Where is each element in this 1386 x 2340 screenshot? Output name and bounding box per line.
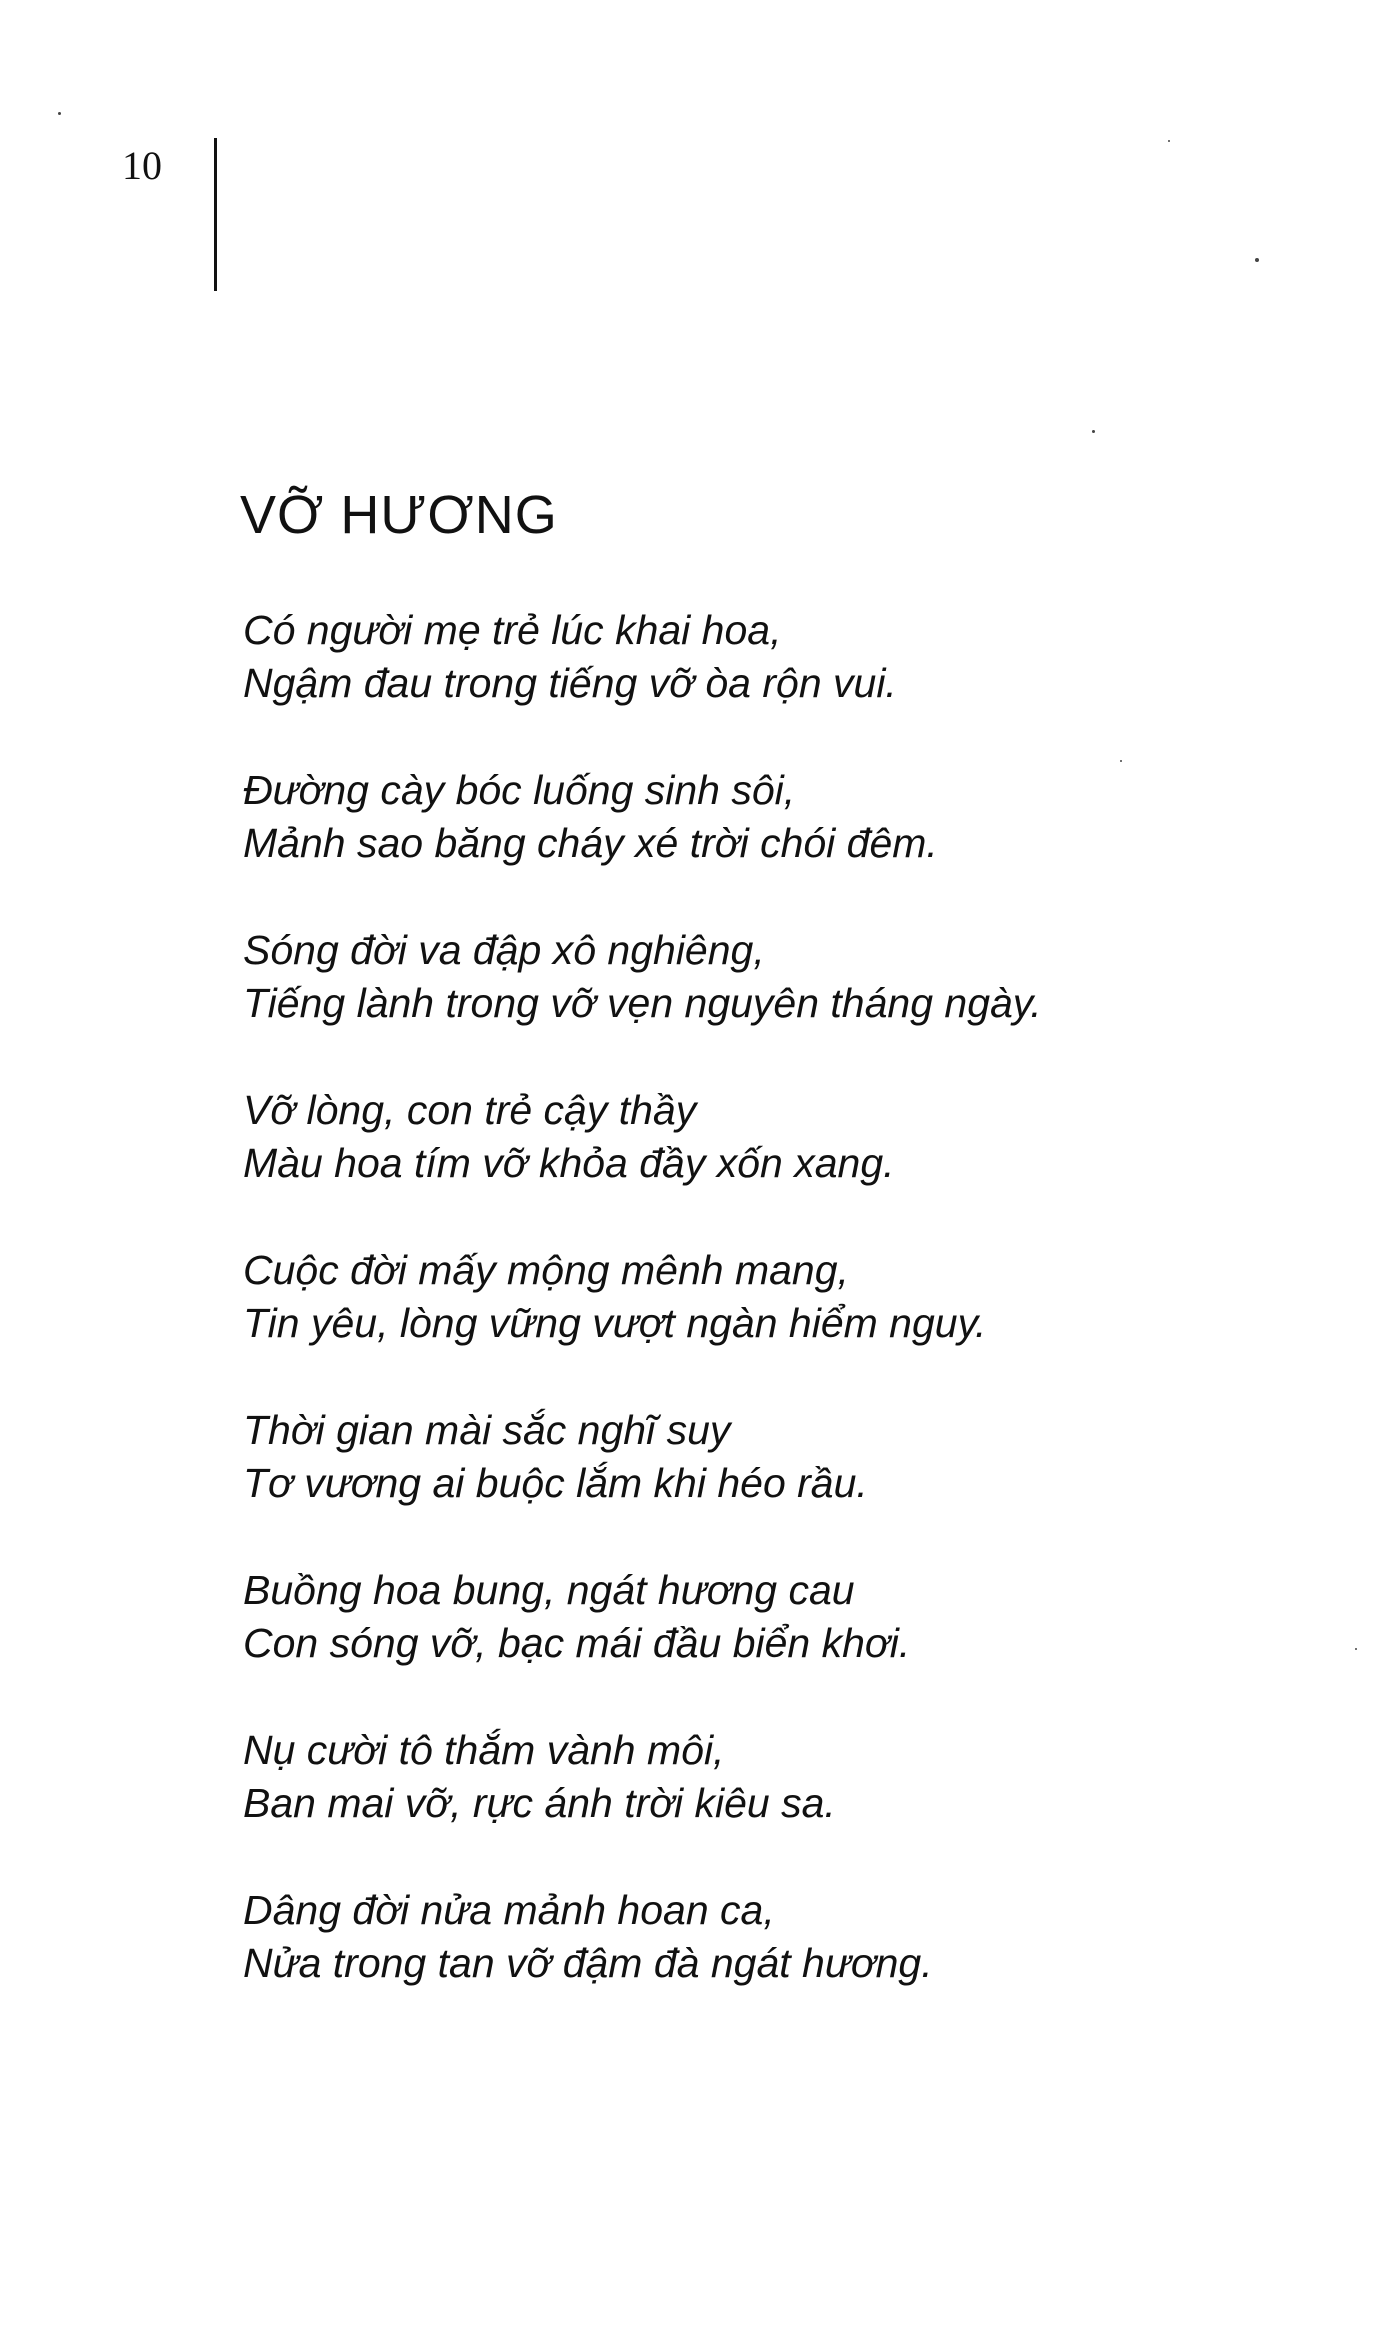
scan-speck bbox=[1092, 430, 1095, 433]
stanza bbox=[243, 1884, 1293, 2044]
poem-line: Dâng đời nửa mảnh hoan ca, bbox=[243, 1887, 775, 1933]
scan-speck bbox=[1168, 140, 1170, 142]
poem-title: VỠ HƯƠNG bbox=[240, 485, 558, 545]
poem-line: Mảnh sao băng cháy xé trời chói đêm. bbox=[243, 820, 938, 866]
poem-line: Tơ vương ai buộc lắm khi héo rầu. bbox=[243, 1460, 868, 1506]
stanza bbox=[243, 1724, 1293, 1884]
poem-line: Thời gian mài sắc nghĩ suy bbox=[243, 1407, 731, 1453]
poem-line: Có người mẹ trẻ lúc khai hoa, bbox=[243, 607, 782, 653]
poem-line: Tiếng lành trong vỡ vẹn nguyên tháng ngày. bbox=[243, 980, 1042, 1026]
poem-line: Nụ cười tô thắm vành môi, bbox=[243, 1727, 725, 1773]
stanza bbox=[243, 924, 1293, 1084]
scan-speck bbox=[58, 112, 61, 115]
margin-rule bbox=[214, 138, 217, 291]
scan-speck bbox=[1355, 1648, 1357, 1650]
poem-body bbox=[243, 604, 1293, 2044]
poem-line: Cuộc đời mấy mộng mênh mang, bbox=[243, 1247, 849, 1293]
poem-line: Vỡ lòng, con trẻ cậy thầy bbox=[243, 1087, 697, 1133]
stanza bbox=[243, 1244, 1293, 1404]
stanza bbox=[243, 1084, 1293, 1244]
stanza bbox=[243, 1404, 1293, 1564]
poem-line: Con sóng vỡ, bạc mái đầu biển khơi. bbox=[243, 1620, 911, 1666]
stanza bbox=[243, 764, 1293, 924]
poem-line: Màu hoa tím vỡ khỏa đầy xốn xang. bbox=[243, 1140, 895, 1186]
page-number: 10 bbox=[122, 143, 162, 188]
poem-line: Ngậm đau trong tiếng vỡ òa rộn vui. bbox=[243, 660, 897, 706]
poem-line: Nửa trong tan vỡ đậm đà ngát hương. bbox=[243, 1940, 933, 1986]
stanza bbox=[243, 1564, 1293, 1724]
poem-line: Sóng đời va đập xô nghiêng, bbox=[243, 927, 765, 973]
poem-line: Buồng hoa bung, ngát hương cau bbox=[243, 1567, 855, 1613]
stanza bbox=[243, 604, 1293, 764]
poem-line: Đường cày bóc luống sinh sôi, bbox=[243, 767, 796, 813]
poem-line: Tin yêu, lòng vững vượt ngàn hiểm nguy. bbox=[243, 1300, 987, 1346]
scan-speck bbox=[1255, 258, 1259, 262]
poem-line: Ban mai vỡ, rực ánh trời kiêu sa. bbox=[243, 1780, 836, 1826]
